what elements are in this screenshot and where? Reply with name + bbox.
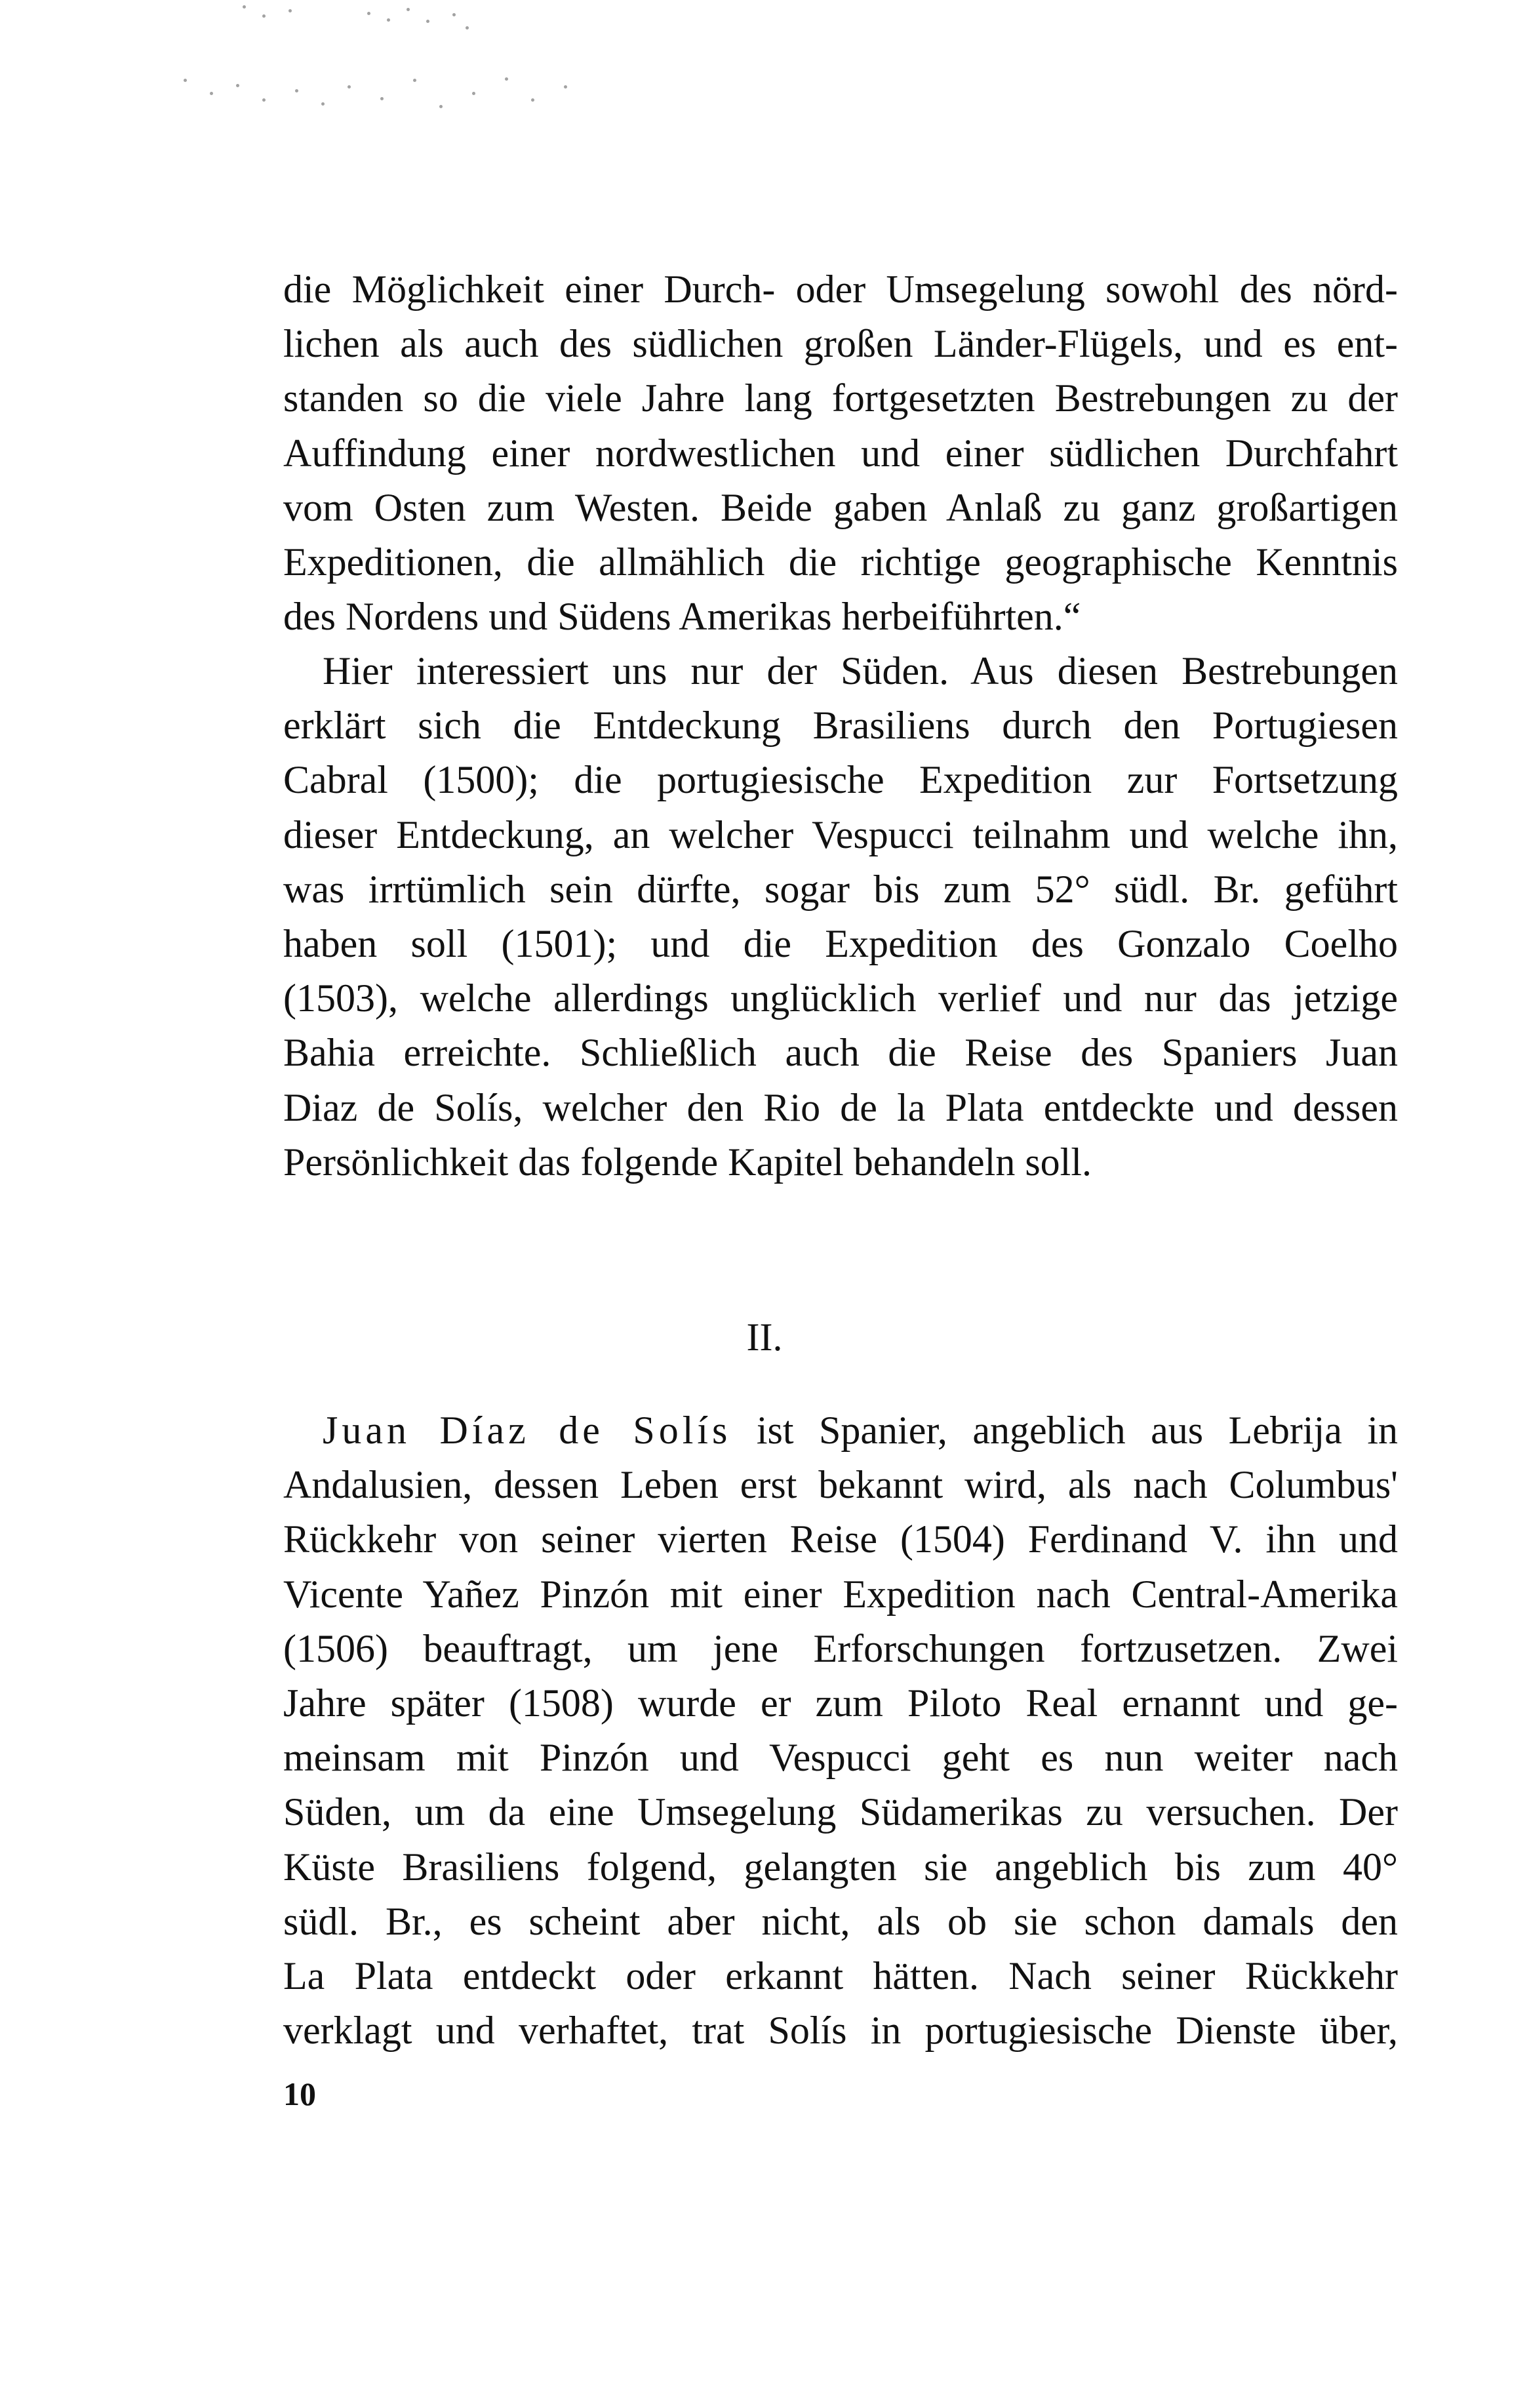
text-line: Hier interessiert uns nur der Süden. Aus diesen Bestrebungen [323,649,1398,692]
paragraph-continued [283,262,1398,644]
section-heading: II. [746,1315,783,1359]
text-line: (1506) beauftragt, um jene Erforschungen fortzusetzen. Zwei [283,1626,1398,1670]
scan-speckles [164,0,590,131]
text-line: Süden, um da eine Umsegelung Südamerikas zu versuchen. Der [283,1790,1398,1834]
paragraph-south [283,644,1398,1190]
text-line: standen so die viele Jahre lang fortgesetzten Bestrebungen zu der [283,376,1398,420]
text-line: Küste Brasiliens folgend, gelangten sie angeblich bis zum 40° [283,1845,1398,1889]
text-line: haben soll (1501); und die Expedition des Gonzalo Coelho [283,922,1398,966]
text-line: erklärt sich die Entdeckung Brasiliens durch den Portugiesen [283,704,1398,748]
text-line: Andalusien, dessen Leben erst bekannt wird, als nach Columbus' [283,1463,1398,1507]
text-fragment: ist Spanier, angeblich aus Lebrija in [731,1409,1398,1452]
text-line: Persönlichkeit das folgende Kapitel behandeln soll. [283,1140,1092,1184]
person-name: Juan Díaz de Solís [323,1409,732,1452]
text-line: was irrtümlich sein dürfte, sogar bis zum 52° südl. Br. geführt [283,867,1398,911]
text-line: Diaz de Solís, welcher den Rio de la Plata entdeckte und dessen [283,1085,1398,1129]
text-line: La Plata entdeckt oder erkannt hätten. Nach seiner Rückkehr [283,1954,1398,1998]
text-line: lichen als auch des südlichen großen Länder-Flügels, und es ent- [283,322,1398,366]
text-line: dieser Entdeckung, an welcher Vespucci teilnahm und welche ihn, [283,813,1398,856]
text-line: Expeditionen, die allmählich die richtige geographische Kenntnis [283,540,1398,584]
text-line: Rückkehr von seiner vierten Reise (1504) Ferdinand V. ihn und [283,1517,1398,1561]
text-line: Bahia erreichte. Schließlich auch die Reise des Spaniers Juan [283,1031,1398,1075]
text-line: Jahre später (1508) wurde er zum Piloto Real ernannt und ge- [283,1681,1398,1725]
paragraph-solis [283,1403,1398,2058]
text-line: Cabral (1500); die portugiesische Expedition zur Fortsetzung [283,758,1398,802]
text-line: verklagt und verhaftet, trat Solís in portugiesische Dienste über, [283,2009,1398,2053]
text-line [283,1403,1398,1458]
text-line: südl. Br., es scheint aber nicht, als ob sie schon damals den [283,1899,1398,1943]
text-line: Auffindung einer nordwestlichen und einer südlichen Durchfahrt [283,431,1398,475]
text-line: meinsam mit Pinzón und Vespucci geht es nun weiter nach [283,1736,1398,1780]
text-line: Vicente Yañez Pinzón mit einer Expedition nach Central-Amerika [283,1572,1398,1616]
text-line: (1503), welche allerdings unglücklich verlief und nur das jetzige [283,976,1398,1020]
page-number: 10 [283,2076,316,2112]
text-line: vom Osten zum Westen. Beide gaben Anlaß zu ganz großartigen [283,485,1398,529]
text-line: die Möglichkeit einer Durch- oder Umsegelung sowohl des nörd- [283,268,1398,311]
text-line: des Nordens und Südens Amerikas herbeiführten.“ [283,595,1081,639]
